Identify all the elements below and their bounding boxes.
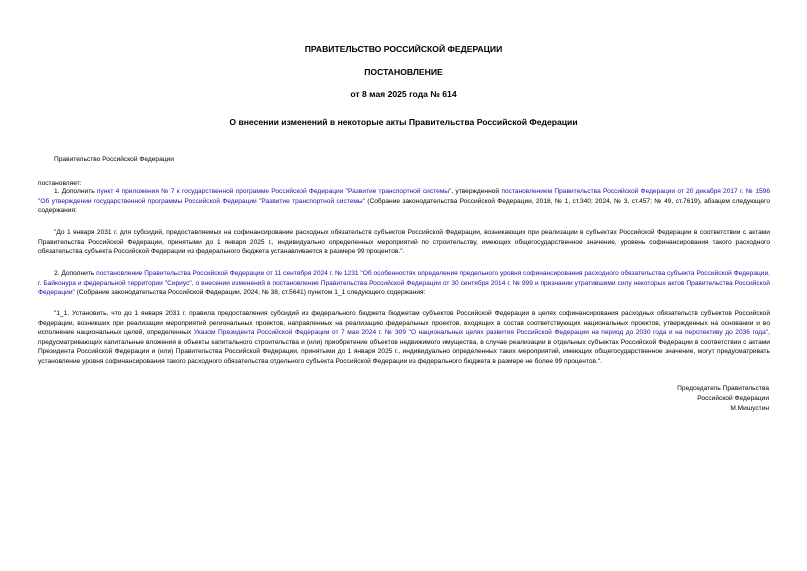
- paragraph-2-start: 2. Дополнить: [54, 270, 97, 277]
- link-decree-309[interactable]: Указом Президента Российской Федерации от 7 мая 2024 г. № 309 "О национальных целях развития Российской Федерации на период до 2030 года и на перспективу до 2036 года": [193, 329, 769, 337]
- link-program-appendix[interactable]: пункт 4 приложения № 7 к государственной программе Российской Федерации "Развитие транспортной системы": [96, 188, 452, 195]
- paragraph-2: [38, 269, 770, 298]
- paragraph-2-end: (Собрание законодательства Российской Федерации, 2024, № 38, ст.5641) пунктом 1_1 следующего содержания:: [74, 289, 426, 297]
- quote-1: "До 1 января 2031 г. для субсидий, предоставляемых на софинансирование расходных обязательств субъектов Российской Федерации, возникающих при реализации в субъектах Российской Федерации в соответствии с актами Правительства Российской Федерации, принятыми до 1 января 2025 г., индивидуально определенных мероприятий по строительству, имеющих общегосударственное значение, уровень софинансирования такого расходного обязательства субъекта Российской Федерации из федерального бюджета устанавливается в размере 99 процентов.".: [38, 229, 770, 256]
- signature-name: М.Мишустин: [730, 404, 769, 412]
- date-number-heading: от 8 мая 2025 года № 614: [350, 89, 457, 99]
- paragraph-1-end: (Собрание законодательства Российской Федерации, 2018, № 1, ст.340; 2024, № 3, ст.457; № 49, ст.7619), абзацем следующего содержания:: [38, 197, 770, 215]
- paragraph-1: [38, 187, 770, 216]
- signature-block: [677, 384, 769, 413]
- document-type-heading: ПОСТАНОВЛЕНИЕ: [364, 67, 443, 77]
- signature-country: Российской Федерации: [697, 394, 769, 402]
- link-resolution-1231[interactable]: постановление Правительства Российской Федерации от 11 сентября 2024 г. № 1231 "Об особенностях определения предельного уровня софинансирования расходного обязательства субъекта Российской Федерации, г. Байконура и федеральной территории "Сириус", о внесении изменений в постановление Правительства Российской Федерации от 30 сентября 2014 г. № 999 и признании утратившими силу некоторых актов Правительства Российской Федерации": [38, 270, 771, 297]
- document-title: О внесении изменений в некоторые акты Правительства Российской Федерации: [229, 117, 578, 127]
- quote-2: [38, 309, 770, 367]
- quote-2-start: "1_1. Установить, что до 1 января 2031 г. правила предоставления субсидий из федерального бюджета бюджетам субъектов Российской Федерации в целях софинансирования расходных обязательств субъектов Российской Федерации, возникших при реализации мероприятий региональных проектов, направленных на реализацию федеральных проектов, входящих в состав соответствующих национальных проектов, утвержденных на основании и во исполнение национальных целей, определенных: [38, 310, 770, 337]
- signature-title: Председатель Правительства: [677, 385, 769, 392]
- government-heading: ПРАВИТЕЛЬСТВО РОССИЙСКОЙ ФЕДЕРАЦИИ: [304, 44, 503, 54]
- quote-2-end: , предусматривающих капитальные вложения в объекты капитального строительства и (или) приобретение объектов недвижимого имущества, в случае реализации в отдельных субъектах Российской Федерации в соответствии с актами Президента Российской Федерации и (или) Правительства Российской Федерации, принятыми до 1 января 2025 г., индивидуально определенных таких мероприятий, имеющих общегосударственное значение, могут предусматривать установление уровня софинансирования такого расходного обязательства отдельного субъекта Российской Федерации из федерального бюджета в размере не более 99 процентов.".: [38, 329, 770, 365]
- resolves-line: постановляет:: [38, 180, 82, 187]
- link-resolution-1596[interactable]: постановлением Правительства Российской Федерации от 20 декабря 2017 г. № 1596 "Об утверждении государственной программы Российской Федерации "Развитие транспортной системы": [38, 188, 770, 205]
- intro-line: Правительство Российской Федерации: [54, 156, 174, 163]
- paragraph-1-mid: , утвержденной: [451, 188, 502, 195]
- paragraph-1-start: 1. Дополнить: [54, 188, 97, 195]
